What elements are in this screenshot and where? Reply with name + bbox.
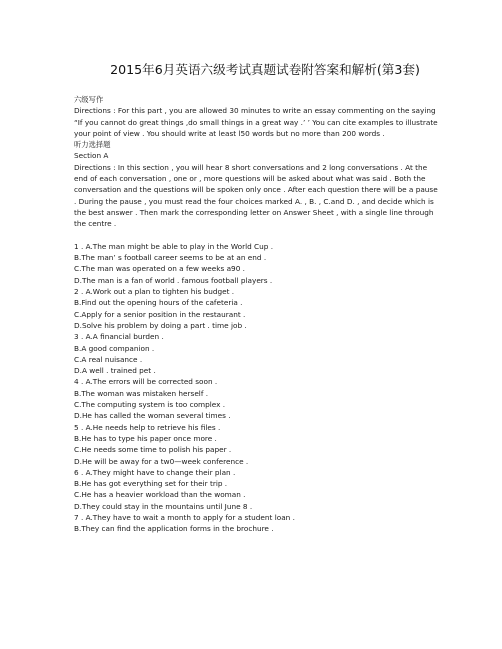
question-line: C.The man was operated on a few weeks a90 . (74, 264, 245, 274)
question-line: D.He has called the woman several times . (74, 411, 231, 421)
question-line: 7 . A.They have to wait a month to apply for a student loan . (74, 512, 295, 522)
question-line: B.He has to type his paper once more . (74, 433, 217, 443)
page-title: 2015年6月英语六级考试真题试卷附答案和解析(第3套) (110, 62, 420, 77)
paragraph-gap (74, 230, 442, 241)
question-line: 6 . A.They might have to change their plan . (74, 467, 236, 477)
question-line: C.The computing system is too complex . (74, 400, 226, 410)
question-line: D.They could stay in the mountains until June 8 . (74, 501, 253, 511)
question-line: B.Find out the opening hours of the cafeteria . (74, 298, 243, 308)
question-line: 1 . A.The man might be able to play in the World Cup . (74, 241, 274, 251)
listening-directions: Directions : In this section , you will hear 8 short conversations and 2 long conversations . At the end of each conversation , one or , more questions will be asked about what was said . Both the conversation and the questions will be spoken only once . After each question there will be a pause . During the pause , you must read the four choices marked A. , B. , C.and D. , and decide which is the best answer . Then mark the corresponding letter on Answer Sheet , with a single line through the centre . (74, 162, 438, 229)
question-line: 2 . A.Work out a plan to tighten his budget . (74, 287, 235, 297)
question-line: C.A real nuisance . (74, 354, 143, 364)
question-line: D.He will be away for a tw0—week conference . (74, 456, 249, 466)
listening-heading: 听力选择题 (74, 140, 111, 150)
question-line: D.A well . trained pet . (74, 366, 156, 376)
question-line: D.The man is a fan of world . famous football players . (74, 275, 273, 285)
question-line: B.They can find the application forms in the brochure . (74, 524, 274, 534)
question-line: B.He has got everything set for their trip . (74, 479, 228, 489)
question-line: B.The woman was mistaken herself . (74, 388, 209, 398)
document-body (74, 94, 442, 535)
section-label: Section A (74, 151, 109, 161)
question-line: C.Apply for a senior position in the restaurant . (74, 309, 246, 319)
question-line: 5 . A.He needs help to retrieve his files . (74, 422, 221, 432)
question-line: C.He has a heavier workload than the woman . (74, 490, 246, 500)
writing-heading: 六级写作 (74, 95, 104, 104)
writing-directions: Directions : For this part , you are allowed 30 minutes to write an essay commenting on the saying “If you cannot do great things ,do small things in a great way .’ ’ You can cite examples to illustrate your point of view . You should write at least l50 words but no more than 200 words . (74, 106, 438, 138)
question-line: 3 . A.A financial burden . (74, 332, 164, 342)
question-line: B.The man’ s football career seems to be at an end . (74, 253, 267, 263)
question-line: B.A good companion . (74, 343, 155, 353)
question-line: 4 . A.The errors will be corrected soon . (74, 377, 218, 387)
question-line: C.He needs some time to polish his paper . (74, 445, 232, 455)
question-line: D.Solve his problem by doing a part . time job . (74, 320, 247, 330)
